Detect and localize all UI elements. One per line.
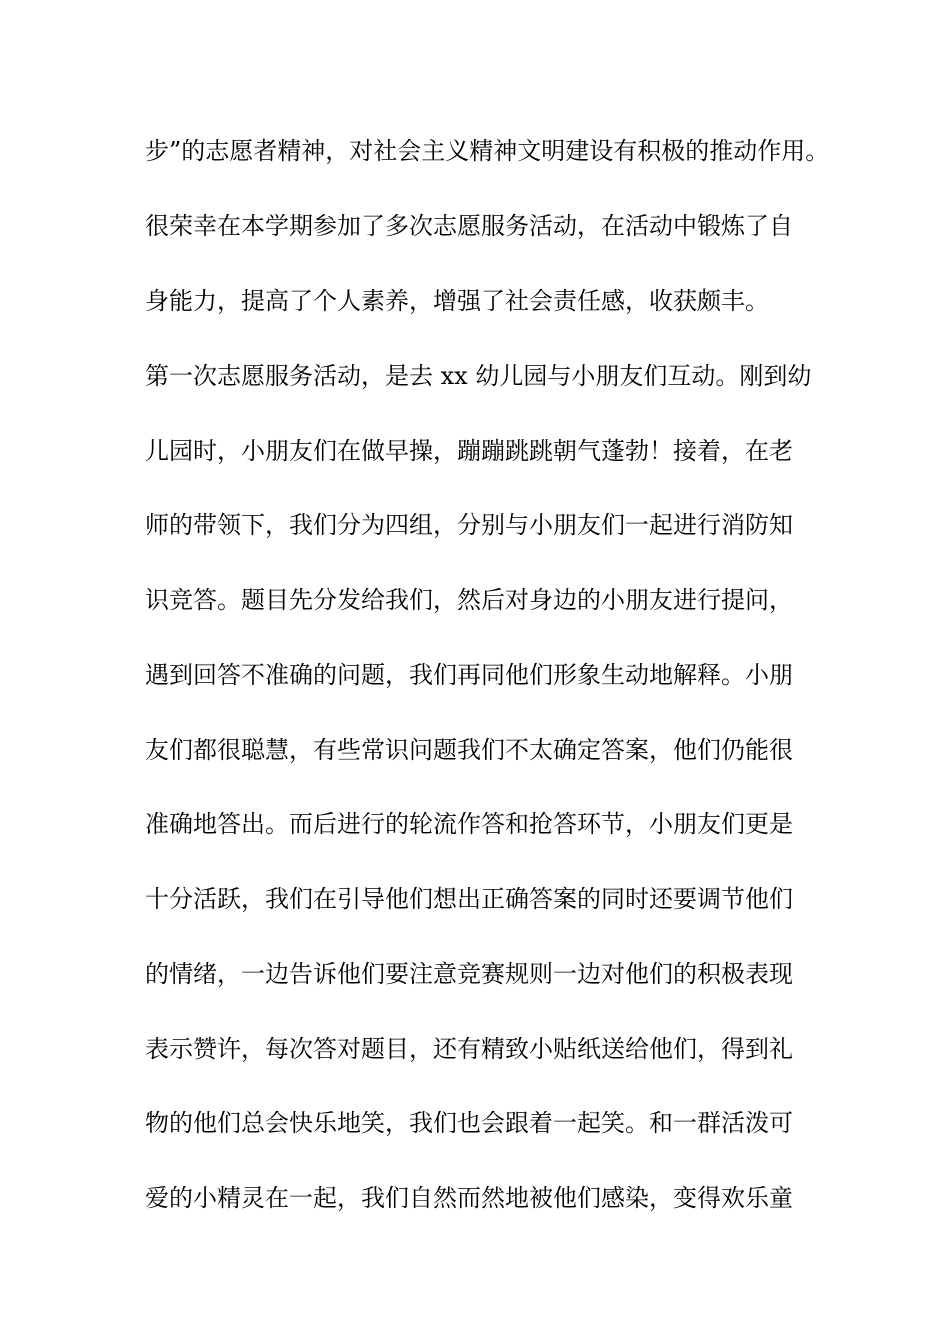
text-line: 身能力，提高了个人素养，增强了社会责任感，收获颇丰。	[145, 287, 769, 315]
text-line: 爱的小精灵在一起，我们自然而然地被他们感染，变得欢乐童	[145, 1184, 793, 1212]
text-line: 很荣幸在本学期参加了多次志愿服务活动，在活动中锻炼了自	[145, 212, 793, 240]
text-line: 师的带领下，我们分为四组，分别与小朋友们一起进行消防知	[145, 511, 793, 539]
text-line: 步”的志愿者精神，对社会主义精神文明建设有积极的推动作用。	[145, 137, 830, 165]
text-line: 识竞答。题目先分发给我们，然后对身边的小朋友进行提问，	[145, 586, 793, 614]
text-line: 十分活跃，我们在引导他们想出正确答案的同时还要调节他们	[145, 885, 793, 913]
text-line: 友们都很聪慧，有些常识问题我们不太确定答案，他们仍能很	[145, 736, 793, 764]
text-line: 表示赞许，每次答对题目，还有精致小贴纸送给他们，得到礼	[145, 1035, 793, 1063]
text-line: 第一次志愿服务活动，是去 xx 幼儿园与小朋友们互动。刚到幼	[145, 362, 812, 390]
text-line: 物的他们总会快乐地笑，我们也会跟着一起笑。和一群活泼可	[145, 1109, 793, 1137]
text-line: 的情绪，一边告诉他们要注意竞赛规则一边对他们的积极表现	[145, 960, 793, 988]
text-line: 准确地答出。而后进行的轮流作答和抢答环节，小朋友们更是	[145, 810, 793, 838]
text-line: 儿园时，小朋友们在做早操，蹦蹦跳跳朝气蓬勃！接着，在老	[145, 437, 793, 465]
text-line: 遇到回答不准确的问题，我们再同他们形象生动地解释。小朋	[145, 661, 793, 689]
